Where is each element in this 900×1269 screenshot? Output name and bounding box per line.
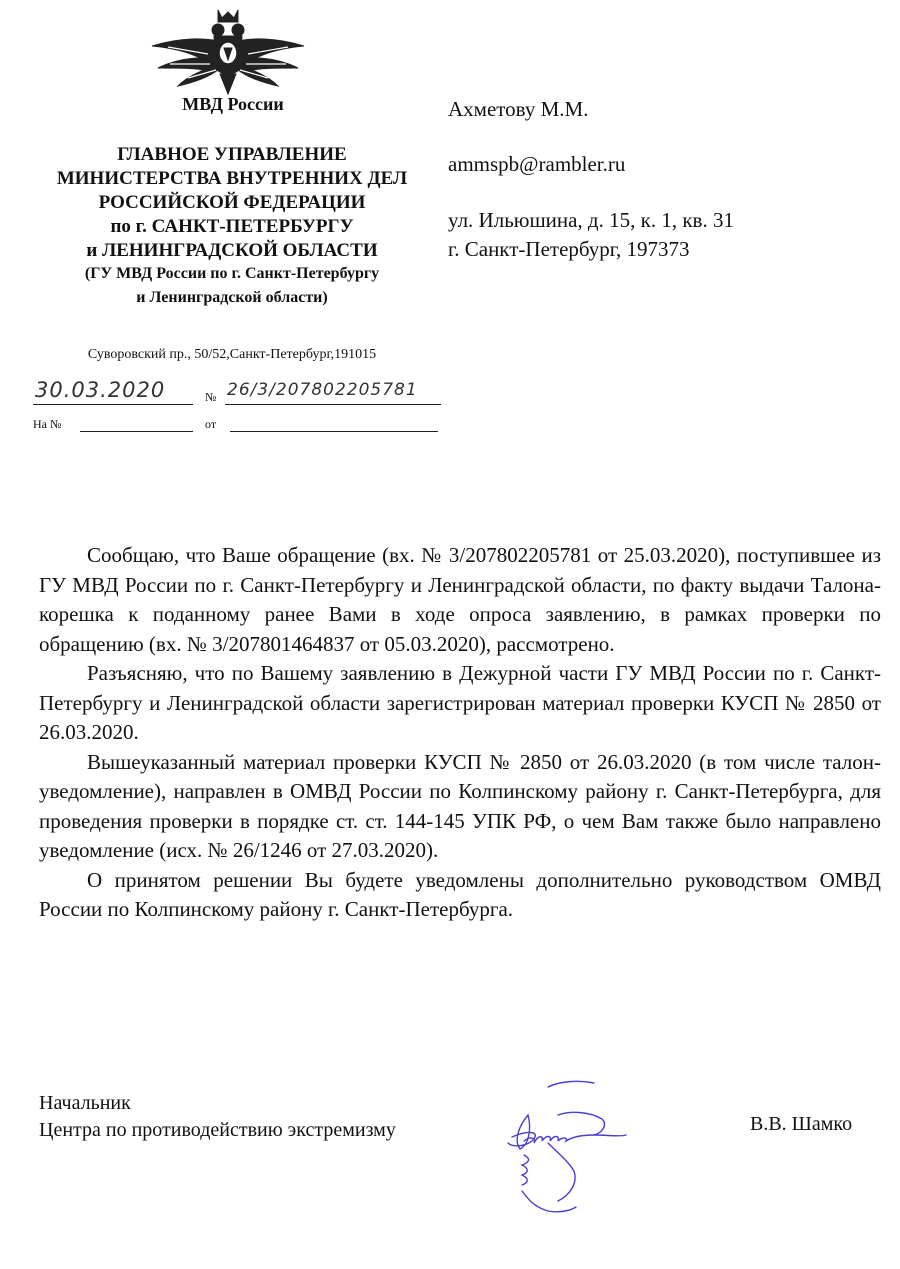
reply-to-row — [33, 417, 443, 435]
date-underline — [33, 404, 193, 405]
from-label: от — [205, 417, 217, 431]
org-abbreviation — [20, 262, 444, 310]
reply-to-underline — [80, 431, 193, 432]
org-full-line: МИНИСТЕРСТВА ВНУТРЕННИХ ДЕЛ — [56, 168, 408, 189]
handwritten-signature-icon — [498, 1075, 628, 1225]
org-full-line: РОССИЙСКОЙ ФЕДЕРАЦИИ — [98, 192, 366, 213]
recipient-email: ammspb@rambler.ru — [448, 152, 626, 176]
org-address: Суворовский пр., 50/52,Санкт-Петербург,191015 — [87, 347, 377, 362]
number-label: № — [205, 390, 217, 404]
from-underline — [230, 431, 438, 432]
number-underline — [225, 404, 441, 405]
body-paragraph: Сообщаю, что Ваше обращение (вх. № 3/207802205781 от 25.03.2020), поступившее из ГУ МВД России по г. Санкт-Петербургу и Ленинградской области, по факту выдачи Талона-корешка к поданному ранее Вами в ходе опроса заявлению, в рамках проверки по обращению (вх. № 3/207801464837 от 05.03.2020), рассмотрено. — [39, 543, 881, 656]
registration-number: 26/3/207802205781 — [227, 380, 418, 400]
body-paragraph: Вышеуказанный материал проверки КУСП № 2850 от 26.03.2020 (в том числе талон-уведомление), направлен в ОМВД России по Колпинскому району г. Санкт-Петербурга, для проведения проверки в порядке ст. ст. 144-145 УПК РФ, о чем Вам также было направлено уведомление (исх. № 26/1246 от 27.03.2020). — [39, 749, 881, 862]
reply-to-label: На № — [33, 417, 62, 431]
recipient-name: Ахметову М.М. — [448, 97, 589, 121]
signer-title-line1: Начальник — [39, 1092, 131, 1114]
recipient-address-line2: г. Санкт-Петербург, 197373 — [448, 237, 690, 261]
org-full-line: по г. САНКТ-ПЕТЕРБУРГУ — [110, 216, 354, 237]
registration-number-row — [205, 376, 441, 404]
registration-date: 30.03.2020 — [35, 378, 166, 402]
registration-date-row — [33, 376, 193, 404]
org-abbr-line: и Ленинградской области) — [136, 289, 328, 306]
signer-name: В.В. Шамко — [750, 1113, 853, 1135]
recipient-address-line1: ул. Ильюшина, д. 15, к. 1, кв. 31 — [448, 208, 734, 232]
org-full-line: ГЛАВНОЕ УПРАВЛЕНИЕ — [117, 144, 347, 165]
mvd-emblem-icon — [148, 6, 308, 98]
letter-body — [39, 541, 881, 925]
org-full-name — [20, 143, 444, 263]
org-full-line: и ЛЕНИНГРАДСКОЙ ОБЛАСТИ — [86, 240, 378, 261]
org-abbr-line: (ГУ МВД России по г. Санкт-Петербургу — [84, 265, 380, 282]
signer-title-line2: Центра по противодействию экстремизму — [39, 1119, 396, 1141]
body-paragraph: О принятом решении Вы будете уведомлены дополнительно руководством ОМВД России по Колпинскому району г. Санкт-Петербурга. — [39, 867, 881, 921]
org-short-name: МВД России — [182, 94, 284, 114]
body-paragraph: Разъясняю, что по Вашему заявлению в Дежурной части ГУ МВД России по г. Санкт-Петербургу и Ленинградской области зарегистрирован материал проверки КУСП № 2850 от 26.03.2020. — [39, 661, 881, 744]
